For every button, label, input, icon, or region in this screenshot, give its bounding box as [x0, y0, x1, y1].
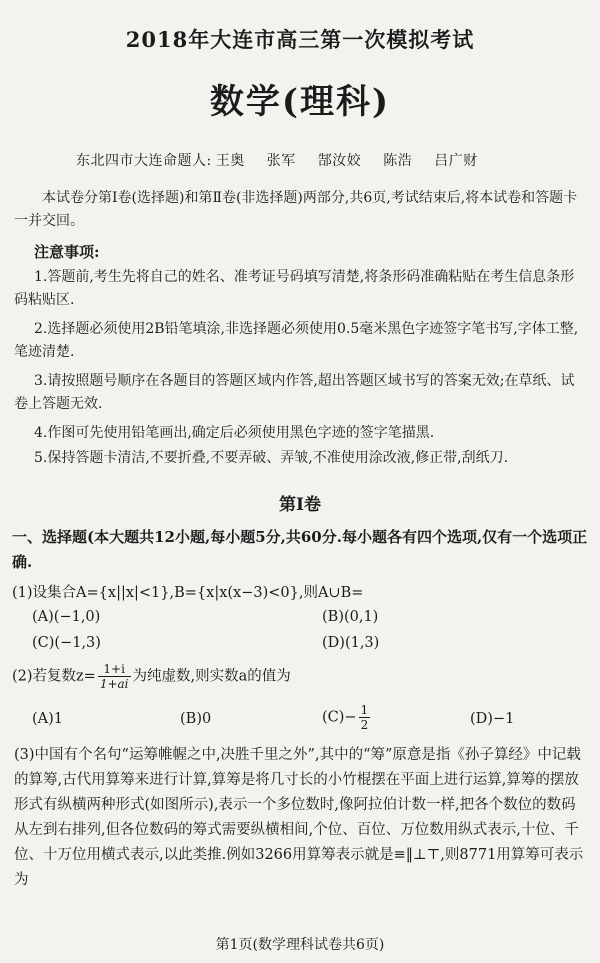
- author-name: 张军: [266, 153, 296, 169]
- question-1-option-c: (C)(−1,3): [32, 635, 101, 651]
- author-name: 王奥: [215, 153, 245, 169]
- author-name: 陈浩: [383, 153, 413, 169]
- note-item: 1.答题前,考生先将自己的姓名、准考证号码填写清楚,将条形码准确粘贴在考生信息条形码粘贴区.: [14, 269, 575, 308]
- option-c-label: (C)−: [322, 709, 357, 726]
- note-item: 4.作图可先使用铅笔画出,确定后必须使用黑色字迹的签字笔描黑.: [34, 425, 435, 441]
- question-1-stem: (1)设集合A={x||x|<1},B={x|x(x−3)<0},则A∪B=: [12, 585, 364, 601]
- part-title: 第Ⅰ卷: [279, 495, 321, 515]
- author-name: 郜汝姣: [317, 153, 362, 169]
- question-1-option-b: (B)(0,1): [322, 609, 379, 625]
- question-2-stem: [12, 662, 291, 691]
- note-item: 3.请按照题号顺序在各题目的答题区域内作答,超出答题区域书写的答案无效;在草纸、试卷上答题无效.: [14, 373, 575, 412]
- complex-fraction: [98, 662, 131, 691]
- fraction-numerator: 1: [360, 703, 369, 717]
- page-footer: 第1页(数学理科试卷共6页): [215, 937, 385, 953]
- fraction-denominator: 1+ai: [99, 677, 129, 691]
- question-1-option-d: (D)(1,3): [322, 635, 380, 651]
- exam-title: 2018年大连市高三第一次模拟考试: [125, 27, 475, 52]
- notes-title: 注意事项:: [34, 243, 100, 261]
- intro-paragraph: 本试卷分第Ⅰ卷(选择题)和第Ⅱ卷(非选择题)两部分,共6页,考试结束后,将本试卷和答题卡一并交回。: [14, 190, 578, 229]
- fraction-denominator: 2: [360, 718, 369, 732]
- half-fraction: [359, 703, 371, 732]
- question-2-stem-suffix: 为纯虚数,则实数a的值为: [132, 668, 291, 685]
- author-name: 吕广财: [434, 153, 478, 169]
- question-2-option-c: [322, 703, 372, 732]
- question-2-option-b: (B)0: [180, 711, 212, 727]
- note-item: 5.保持答题卡清洁,不要折叠,不要弄破、弄皱,不准使用涂改液,修正带,刮纸刀.: [34, 450, 509, 466]
- question-1-option-a: (A)(−1,0): [32, 609, 101, 625]
- question-2-option-d: (D)−1: [470, 711, 515, 727]
- question-3-text: (3)中国有个名句“运筹帷幄之中,决胜千里之外”,其中的“筹”原意是指《孙子算经》中记载的算筹,古代用算筹来进行计算,算筹是将几寸长的小竹棍摆在平面上进行运算,算筹的摆放形式有纵横两种形式(如图所示),表示一个多位数时,像阿拉伯计数一样,把各个数位的数码从左到右排列,但各位数码的筹式需要纵横相间,个位、百位、万位数用纵式表示,十位、千位、十万位用横式表示,以此类推.例如3266用算筹表示就是≡‖⊥⊤,则8771用算筹可表示为: [14, 747, 584, 888]
- authors-label: 东北四市大连命题人:: [76, 153, 212, 169]
- subject-title: 数学(理科): [209, 82, 391, 122]
- authors-line: [76, 150, 500, 170]
- note-item: 2.选择题必须使用2B铅笔填涂,非选择题必须使用0.5毫米黑色字迹签字笔书写,字体工整,笔迹清楚.: [14, 321, 579, 360]
- section-heading: 一、选择题(本大题共12小题,每小题5分,共60分.每小题各有四个选项,仅有一个选项正确.: [12, 528, 588, 571]
- question-2-stem-prefix: (2)若复数z=: [12, 668, 96, 685]
- fraction-numerator: 1+i: [98, 662, 131, 677]
- question-2-option-a: (A)1: [32, 711, 64, 727]
